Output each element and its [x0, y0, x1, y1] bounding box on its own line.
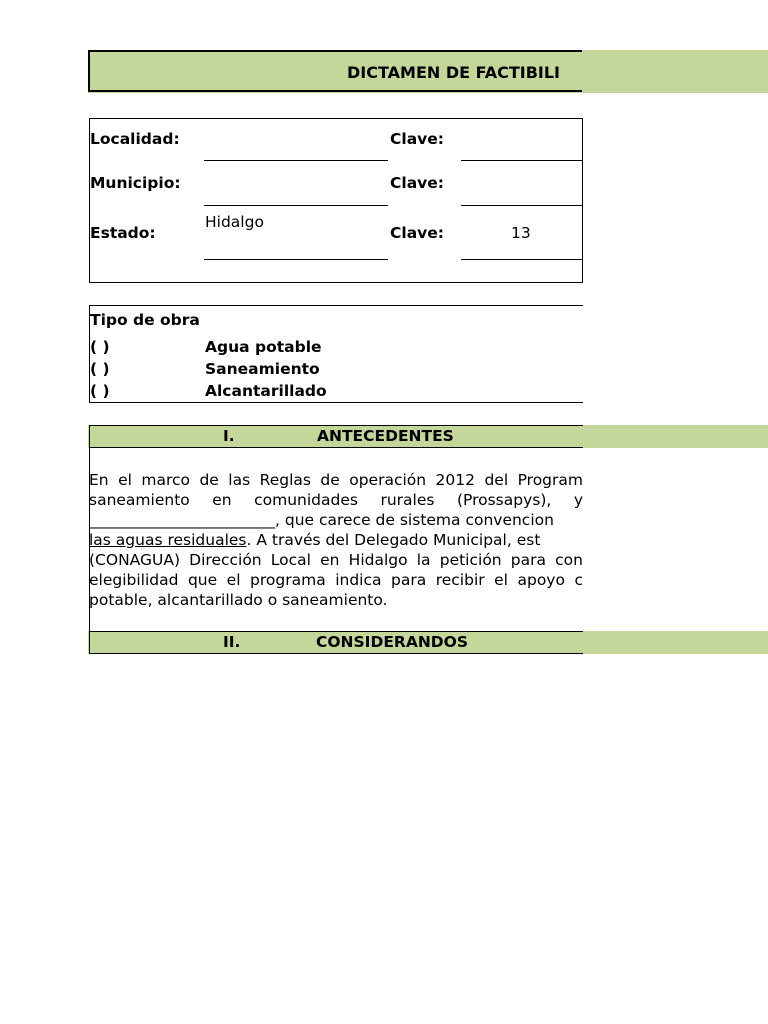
blank-field[interactable]: ________________________: [89, 511, 275, 529]
estado-value[interactable]: Hidalgo: [205, 213, 264, 231]
localidad-label: Localidad:: [90, 130, 180, 148]
clave-municipio-field[interactable]: [461, 205, 583, 206]
section2-number: II.: [223, 633, 241, 651]
clave-estado-value[interactable]: 13: [511, 224, 531, 242]
checkbox-agua-potable[interactable]: ( ): [90, 338, 110, 356]
section1-title: ANTECEDENTES: [317, 427, 454, 445]
clave-localidad-field[interactable]: [461, 160, 583, 161]
checkbox-saneamiento[interactable]: ( ): [90, 360, 110, 378]
clave-estado-field: [461, 259, 583, 260]
option-agua-potable: Agua potable: [205, 338, 322, 356]
paragraph-line: [89, 510, 583, 530]
option-saneamiento: Saneamiento: [205, 360, 320, 378]
tipo-obra-heading: Tipo de obra: [90, 311, 200, 329]
paragraph-line: potable, alcantarillado o saneamiento.: [89, 591, 388, 609]
paragraph-text: , que carece de sistema convencion: [275, 511, 554, 529]
estado-field: [204, 259, 388, 260]
paragraph-line: En el marco de las Reglas de operación 2012 del Program: [89, 471, 583, 489]
localidad-field[interactable]: [204, 160, 388, 161]
document-title: DICTAMEN DE FACTIBILI: [347, 63, 561, 82]
underlined-text: las aguas residuales: [89, 531, 247, 549]
paragraph-text: . A través del Delegado Municipal, est: [246, 531, 541, 549]
municipio-field[interactable]: [204, 205, 388, 206]
antecedentes-paragraph: [89, 470, 583, 610]
paragraph-line: elegibilidad que el programa indica para recibir el apoyo c: [89, 571, 583, 589]
municipio-label: Municipio:: [90, 174, 181, 192]
clave-municipio-label: Clave:: [390, 174, 444, 192]
estado-label: Estado:: [90, 224, 156, 242]
paragraph-line: (CONAGUA) Dirección Local en Hidalgo la petición para con: [89, 551, 583, 569]
clave-localidad-label: Clave:: [390, 130, 444, 148]
section1-number: I.: [223, 427, 235, 445]
checkbox-alcantarillado[interactable]: ( ): [90, 382, 110, 400]
option-alcantarillado: Alcantarillado: [205, 382, 327, 400]
clave-estado-label: Clave:: [390, 224, 444, 242]
section2-title: CONSIDERANDOS: [316, 633, 469, 651]
paragraph-line: saneamiento en comunidades rurales (Prossapys), y: [89, 491, 583, 509]
paragraph-line: [89, 530, 583, 550]
